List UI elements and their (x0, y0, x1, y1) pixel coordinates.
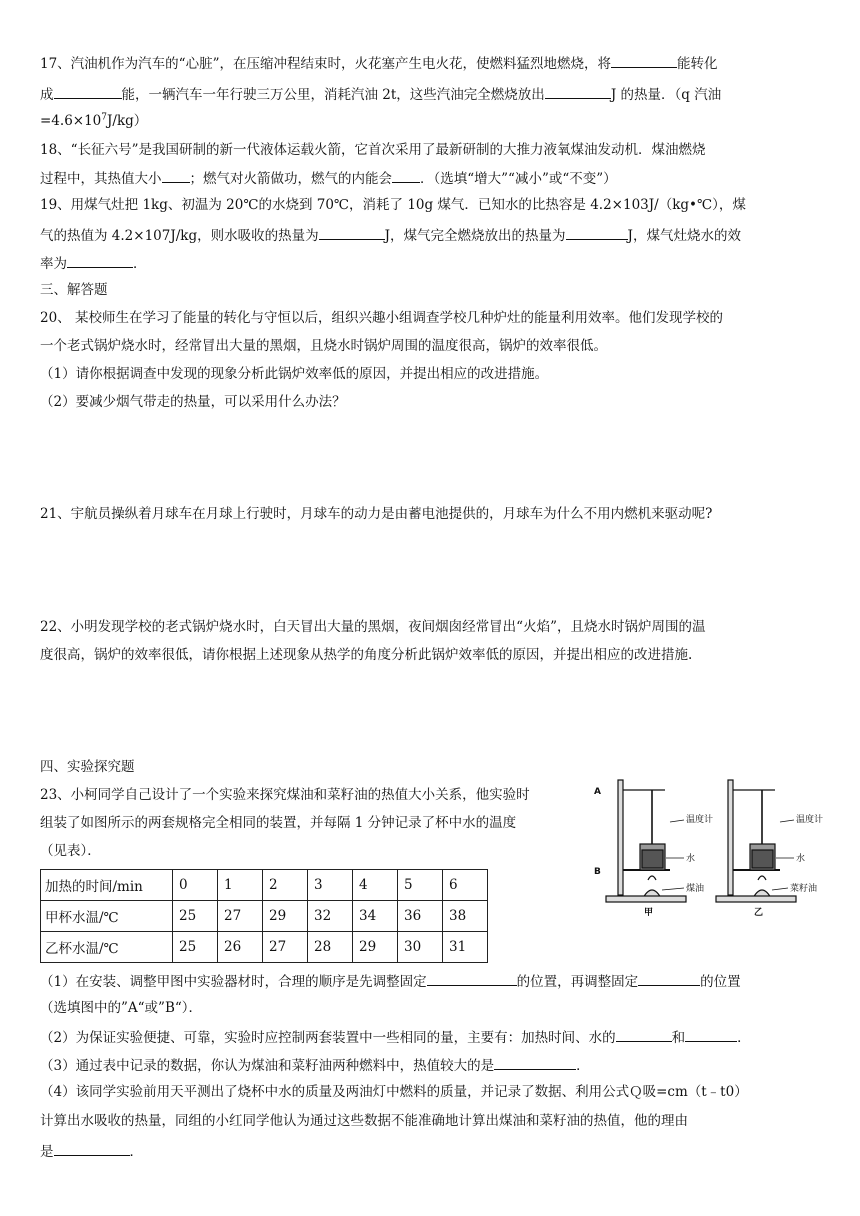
label-thermometer: 温度计 (686, 815, 714, 825)
flame-icon (758, 876, 766, 880)
q21-line: 21、宇航员操纵着月球车在月球上行驶时，月球车的动力是由蓄电池提供的，月球车为什么不用内燃机来驱动呢? (40, 506, 713, 522)
leader-line (662, 888, 684, 890)
table-cell: 1 (218, 870, 263, 901)
q23-part1-line1: （1）在安装、调整甲图中实验器材时，合理的顺序是先调整固定 的位置，再调整固定 的位置 (40, 971, 741, 991)
q20-line1: 20、 某校师生在学习了能量的转化与守恒以后，组织兴趣小组调查学校几种炉灶的能量利用效率。他们发现学校的 (40, 310, 723, 326)
q23-part1-line2: （选填图中的”A“或”B“）． (40, 1000, 203, 1016)
table-cell: 34 (353, 901, 398, 932)
q19-line3: 率为 ． (40, 253, 147, 273)
apparatus-figure (590, 772, 830, 917)
q17-line1: 17、汽油机作为汽车的“心脏”，在压缩冲程结束时，火花塞产生电火花，使燃料猛烈地燃烧，将 能转化 (40, 53, 717, 73)
table-cell: 2 (263, 870, 308, 901)
table-cell: 36 (398, 901, 443, 932)
table-cell: 29 (263, 901, 308, 932)
q17-blank-3[interactable] (545, 84, 611, 99)
table-cell: 38 (443, 901, 488, 932)
table-row (41, 932, 488, 963)
q20-line2: 一个老式锅炉烧水时，经常冒出大量的黑烟，且烧水时锅炉周围的温度很高，锅炉的效率很低。 (40, 338, 607, 354)
table-cell: 31 (443, 932, 488, 963)
table-row (41, 901, 488, 932)
table-cell: 25 (173, 932, 218, 963)
table-row (41, 870, 488, 901)
q23-part4-line1: （4）该同学实验前用天平测出了烧杯中水的质量及两油灯中燃料的质量，并记录了数据、利用公式Ｑ吸=cm（t﹣t0） (40, 1084, 748, 1100)
q23-part4-line3: 是 ． (40, 1141, 143, 1161)
q23-part3-line: （3）通过表中记录的数据，你认为煤油和菜籽油两种燃料中，热值较大的是 ． (40, 1055, 590, 1075)
q23-blank-4[interactable] (685, 1027, 737, 1042)
q23-blank-5[interactable] (494, 1055, 576, 1070)
table-cell: 27 (218, 901, 263, 932)
q23-part4-line2: 计算出水吸收的热量，同组的小红同学他认为通过这些数据不能准确地计算出煤油和菜籽油的热值，他的理由 (40, 1113, 688, 1129)
q17-line2: 成 能，一辆汽车一年行驶三万公里，消耗汽油 2t，这些汽油完全燃烧放出 J 的热量．（q 汽油 (40, 84, 721, 104)
label-rapeseed: 菜籽油 (790, 884, 818, 894)
q23-blank-2[interactable] (638, 971, 700, 986)
stand-rod (618, 780, 623, 895)
q17-line3: $=4.6\times 10^7J/kg$） (40, 112, 148, 129)
q22-line2: 度很高，锅炉的效率很低，请你根据上述现象从热学的角度分析此锅炉效率低的原因，并提出相应的改进措施. (40, 647, 693, 663)
table-cell: 25 (173, 901, 218, 932)
table-cell: 29 (353, 932, 398, 963)
q23-part2-line: （2）为保证实验便捷、可靠，实验时应控制两套装置中一些相同的量，主要有：加热时间、水的 和 ． (40, 1027, 751, 1047)
label-a: A (594, 787, 601, 797)
label-yi: 乙 (754, 908, 764, 917)
leader-line (772, 888, 788, 890)
q19-blank-3[interactable] (67, 253, 133, 268)
apparatus-jia (606, 780, 686, 902)
table-cell: 28 (308, 932, 353, 963)
q23-line3: （见表）． (40, 843, 101, 859)
q23-blank-6[interactable] (54, 1141, 130, 1156)
q18-blank-2[interactable] (392, 168, 420, 183)
leader-line (670, 820, 684, 822)
section-3-heading: 三、解答题 (40, 282, 108, 298)
leader-line (780, 820, 794, 822)
q18-line2: 过程中，其热值大小 ；燃气对火箭做功，燃气的内能会 ．（选填“增大”“减小”或“不变”） (40, 168, 617, 188)
q19-line2: 气的热值为 4.2×107J/kg，则水吸收的热量为 J，煤气完全燃烧放出的热量为 J，煤气灶烧水的效 (40, 225, 741, 245)
q19-blank-2[interactable] (566, 225, 628, 240)
stand-base (716, 896, 796, 902)
q23-line2: 组装了如图所示的两套规格完全相同的装置，并每隔 1 分钟记录了杯中水的温度 (40, 815, 517, 831)
label-water: 水 (686, 854, 696, 864)
label-kerosene: 煤油 (686, 884, 705, 894)
q17-blank-2[interactable] (54, 84, 122, 99)
table-cell: 32 (308, 901, 353, 932)
water (642, 850, 663, 868)
table-cell: 30 (398, 932, 443, 963)
label-water: 水 (796, 854, 806, 864)
label-b: B (594, 867, 601, 877)
apparatus-yi (716, 780, 796, 902)
table-row-label: 甲杯水温/℃ (41, 901, 173, 932)
table-cell: 6 (443, 870, 488, 901)
q23-blank-1[interactable] (427, 971, 517, 986)
table-cell: 27 (263, 932, 308, 963)
table-cell: 5 (398, 870, 443, 901)
q18-line1: 18、“长征六号”是我国研制的新一代液体运载火箭，它首次采用了最新研制的大推力液氧煤油发动机．煤油燃烧 (40, 142, 706, 158)
table-cell: 4 (353, 870, 398, 901)
stand-rod (728, 780, 733, 895)
water (752, 850, 773, 868)
label-thermometer: 温度计 (796, 815, 824, 825)
q20-sub2: （2）要减少烟气带走的热量，可以采用什么办法？ (40, 394, 346, 410)
table-cell: 3 (308, 870, 353, 901)
flame-icon (648, 876, 656, 880)
table-row-label: 乙杯水温/℃ (41, 932, 173, 963)
table-cell: 0 (173, 870, 218, 901)
table-cell: 26 (218, 932, 263, 963)
q18-blank-1[interactable] (162, 168, 190, 183)
q17-blank-1[interactable] (611, 53, 677, 68)
q19-line1: 19、用煤气灶把 1kg、初温为 20℃的水烧到 70℃，消耗了 10g 煤气．已知水的比热容是 4.2×103J/（kg•℃），煤 (40, 197, 746, 213)
temperature-table (40, 869, 488, 963)
table-header-cell: 加热的时间/min (41, 870, 173, 901)
q23-line1: 23、小柯同学自己设计了一个实验来探究煤油和菜籽油的热值大小关系，他实验时 (40, 787, 530, 803)
label-jia: 甲 (644, 908, 654, 917)
stand-base (606, 896, 686, 902)
section-4-heading: 四、实验探究题 (40, 759, 135, 775)
q23-blank-3[interactable] (616, 1027, 672, 1042)
q22-line1: 22、小明发现学校的老式锅炉烧水时，白天冒出大量的黑烟，夜间烟囱经常冒出“火焰”，且烧水时锅炉周围的温 (40, 619, 706, 635)
q19-blank-1[interactable] (319, 225, 385, 240)
q20-sub1: （1）请你根据调查中发现的现象分析此锅炉效率低的原因，并提出相应的改进措施。 (40, 366, 549, 382)
